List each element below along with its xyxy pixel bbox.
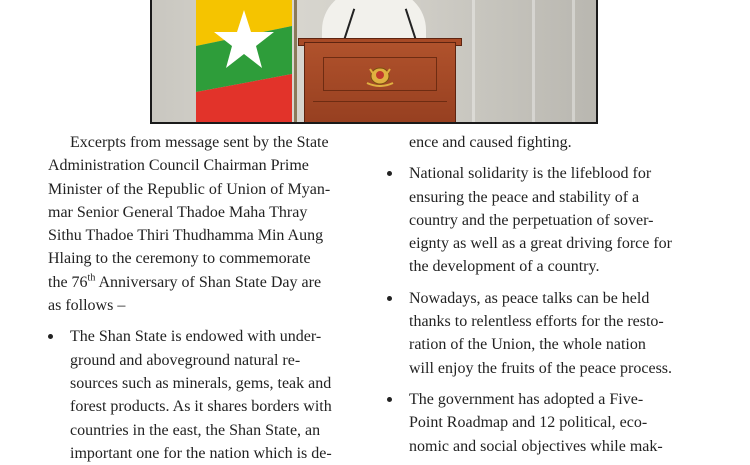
bullet-item [387,162,701,278]
text-line: country and the perpetuation of sover- [409,211,654,229]
text-line: thanks to relentless efforts for the resto- [409,313,664,331]
bullet-icon [387,397,392,402]
text-line: Administration Council Chairman Prime [48,157,309,175]
flagpole [294,0,297,124]
text-line: the development of a country. [409,258,600,276]
text-line: mar Senior General Thadoe Maha Thray [48,203,308,221]
ordinal-superscript: th [87,272,96,284]
text-line [48,271,362,294]
right-column [387,131,701,458]
news-photo [150,0,598,124]
bullet-icon [48,334,53,339]
text-line: Sithu Thadoe Thiri Thudhamma Min Aung [48,227,324,245]
state-emblem-icon [364,63,396,87]
podium-base [313,101,447,124]
text-line: Excerpts from message sent by the State [70,134,329,151]
text-line: Hlaing to the ceremony to commemorate [48,250,311,268]
text-line: will enjoy the fruits of the peace process. [409,359,673,377]
text-line: The Shan State is endowed with under- [70,328,322,346]
bullet-item [387,287,701,380]
text-line: ground and aboveground natural re- [70,351,301,369]
text-line: sources such as minerals, gems, teak and [70,374,332,392]
text-line: ensuring the peace and stability of a [409,188,640,206]
text-fragment: Anniversary of Shan State Day are [95,273,322,291]
text-line: National solidarity is the lifeblood for [409,165,652,183]
text-line: important one for the nation which is de- [70,444,332,462]
text-line: eignty as well as a great driving force for [409,235,673,253]
intro-paragraph [48,131,362,317]
podium [304,42,456,124]
bullet-continuation [387,131,701,154]
text-line: as follows – [48,297,126,315]
text-line: forest products. As it shares borders with [70,398,332,416]
text-line: countries in the east, the Shan State, an [70,421,321,439]
text-line: Point Roadmap and 12 political, eco- [409,414,648,432]
bullet-icon [387,296,392,301]
text-line: nomic and social objectives while mak- [409,437,663,455]
bullet-item [48,325,362,465]
myanmar-flag [196,0,292,124]
text-line: ence and caused fighting. [409,134,572,151]
text-line: Minister of the Republic of Union of Myan- [48,180,331,198]
left-column [48,131,362,465]
curtain-fold [532,0,535,122]
bullet-icon [387,171,392,176]
text-line: The government has adopted a Five- [409,390,644,408]
text-line: Nowadays, as peace talks can be held [409,289,650,307]
text-line: ration of the Union, the whole nation [409,336,646,354]
curtain-fold [572,0,575,122]
curtain-fold [472,0,475,122]
bullet-item [387,388,701,458]
text-fragment: the 76 [48,273,88,291]
